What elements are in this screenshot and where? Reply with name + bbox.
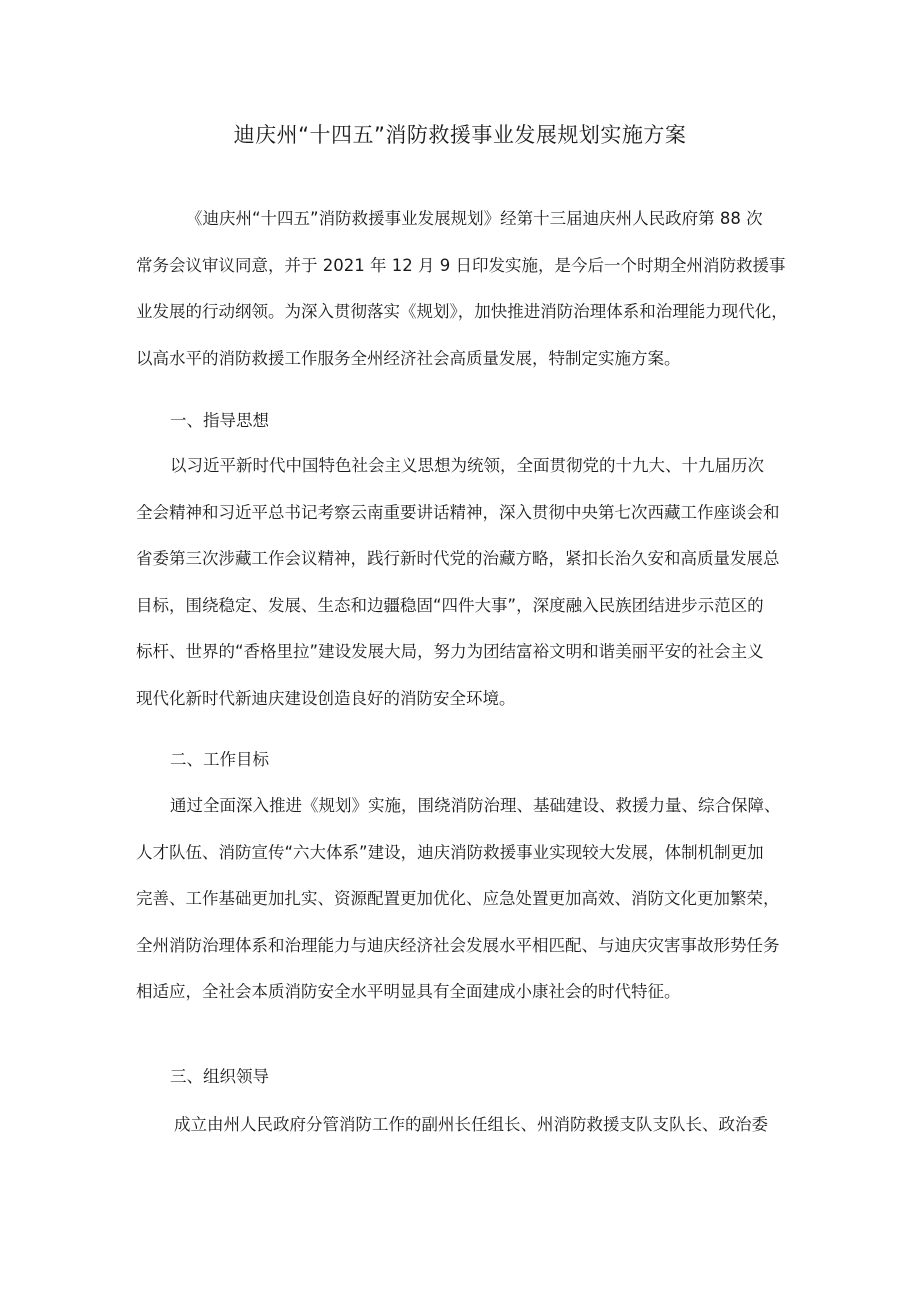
paragraph-line: 现代化新时代新迪庆建设创造良好的消防安全环境。 [136, 688, 516, 708]
paragraph-line: 全会精神和习近平总书记考察云南重要讲话精神，深入贯彻中央第七次西藏工作座谈会和 [136, 502, 780, 522]
paragraph-line: 全州消防治理体系和治理能力与迪庆经济社会发展水平相匹配、与迪庆灾害事故形势任务 [136, 935, 780, 955]
section-heading-organization-leadership: 三、组织领导 [170, 1067, 269, 1086]
paragraph-line: 省委第三次涉藏工作会议精神，践行新时代党的治藏方略，紧扣长治久安和高质量发展总 [136, 549, 780, 568]
document-title: 迪庆州“十四五”消防救援事业发展规划实施方案 [233, 123, 687, 147]
intro-paragraph [136, 196, 800, 382]
section-paragraph-guiding-ideology [136, 443, 800, 722]
section-paragraph-work-goals [136, 783, 800, 1016]
paragraph-line: 目标，围绕稳定、发展、生态和边疆稳固“四件大事”，深度融入民族团结进步示范区的 [136, 595, 764, 615]
paragraph-line: 常务会议审议同意，并于 2021 年 12 月 9 日印发实施，是今后一个时期全州消防救援事 [136, 255, 786, 275]
paragraph-line: 以习近平新时代中国特色社会主义思想为统领，全面贯彻党的十九大、十九届历次 [170, 456, 764, 475]
section-heading-work-goals: 二、工作目标 [170, 750, 269, 769]
paragraph-line: 人才队伍、消防宣传“六大体系”建设，迪庆消防救援事业实现较大发展，体制机制更加 [136, 842, 764, 862]
paragraph-line: 成立由州人民政府分管消防工作的副州长任组长、州消防救援支队支队长、政治委 [174, 1115, 768, 1134]
section-heading-guiding-ideology: 一、指导思想 [170, 411, 269, 430]
paragraph-line: 相适应，全社会本质消防安全水平明显具有全面建成小康社会的时代特征。 [136, 982, 681, 1001]
paragraph-line: 完善、工作基础更加扎实、资源配置更加优化、应急处置更加高效、消防文化更加繁荣， [136, 889, 780, 908]
paragraph-line: 业发展的行动纲领。为深入贯彻落实《规划》，加快推进消防治理体系和治理能力现代化， [136, 302, 788, 321]
paragraph-line: 通过全面深入推进《规划》实施，围绕消防治理、基础建设、救援力量、综合保障、 [170, 796, 781, 815]
section-paragraph-organization-leadership [136, 1102, 800, 1149]
paragraph-line: 标杆、世界的“香格里拉”建设发展大局，努力为团结富裕文明和谐美丽平安的社会主义 [136, 642, 764, 661]
paragraph-line: 以高水平的消防救援工作服务全州经济社会高质量发展，特制定实施方案。 [136, 348, 681, 368]
paragraph-line: 《迪庆州“十四五”消防救援事业发展规划》经第十三届迪庆州人民政府第 88 次 [186, 209, 763, 228]
